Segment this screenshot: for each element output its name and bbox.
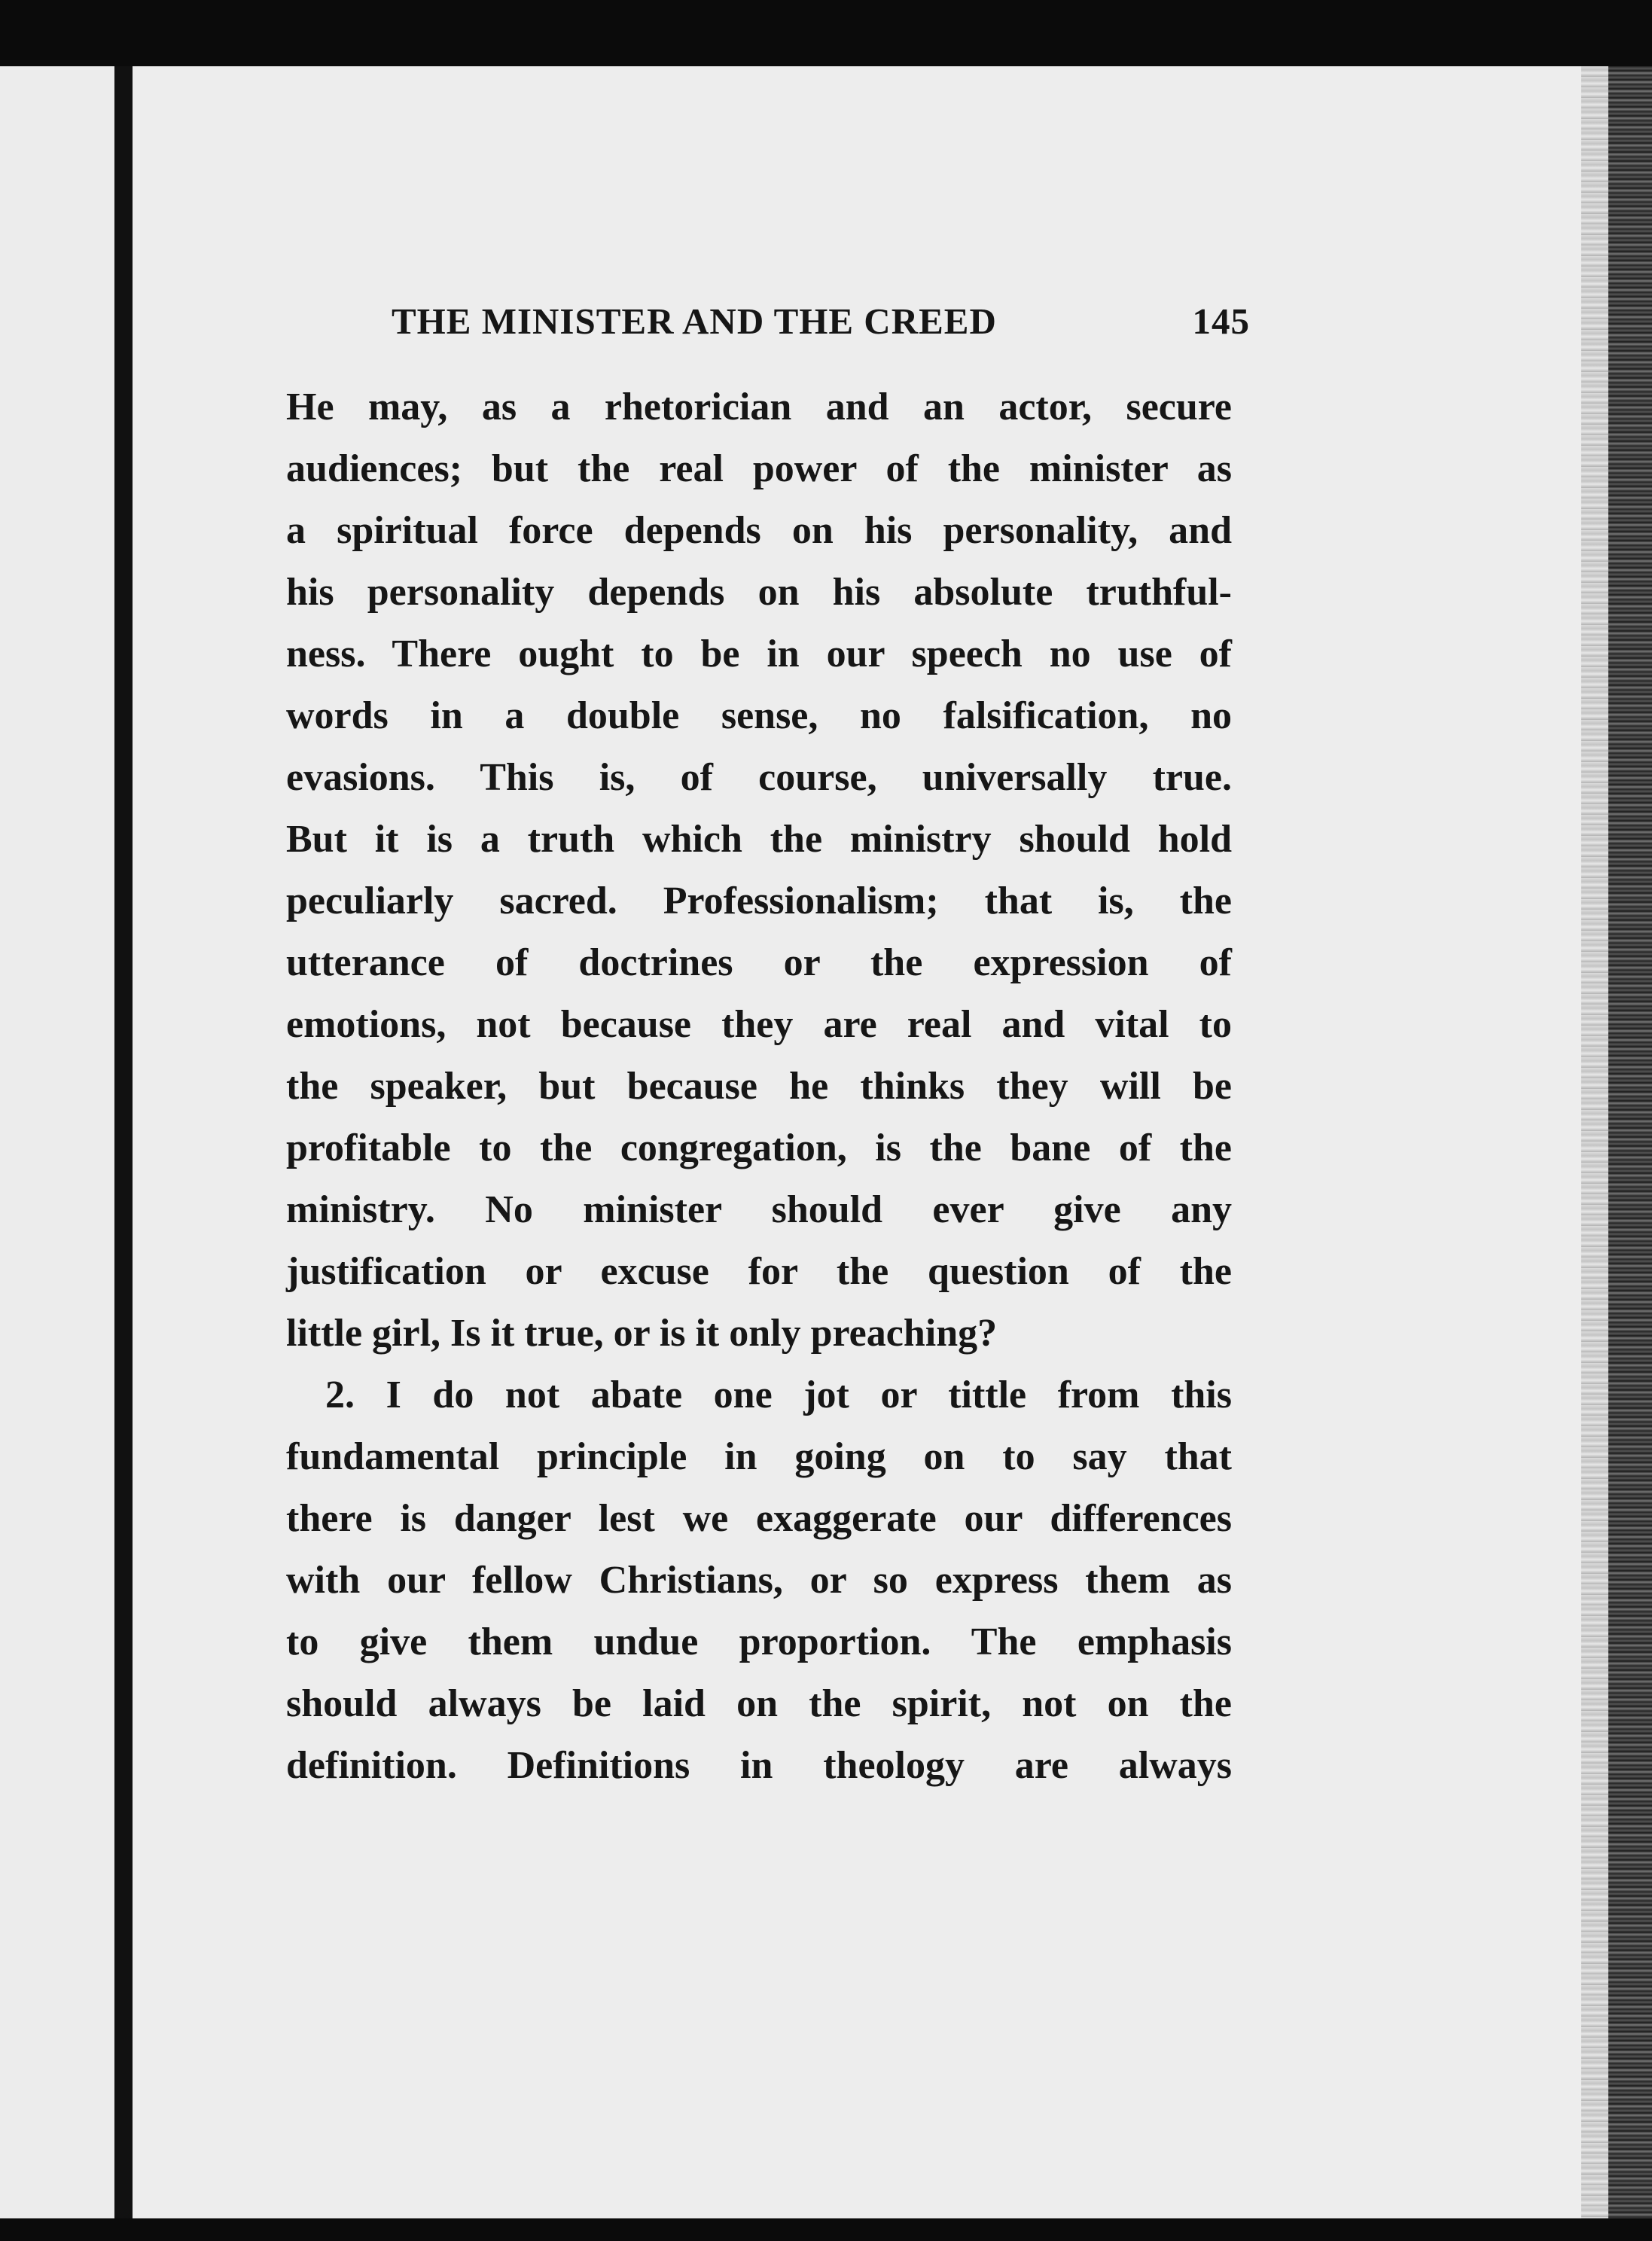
text-line: fundamental principle in going on to say that bbox=[286, 1435, 1232, 1478]
text-line: little girl, Is it true, or is it only preaching? bbox=[286, 1312, 998, 1355]
paragraph-start-line: 2. I do not abate one jot or tittle from this bbox=[325, 1374, 1232, 1416]
text-line: audiences; but the real power of the minister as bbox=[286, 447, 1232, 490]
scan-bottom-border bbox=[0, 2218, 1652, 2241]
page-edge-speckle bbox=[1581, 66, 1608, 2218]
text-line: the speaker, but because he thinks they will be bbox=[286, 1065, 1232, 1108]
text-line: should always be laid on the spirit, not on the bbox=[286, 1682, 1232, 1725]
text-line: there is danger lest we exaggerate our differences bbox=[286, 1497, 1232, 1540]
gutter-shadow bbox=[114, 66, 133, 2218]
text-line: But it is a truth which the ministry should hold bbox=[286, 818, 1232, 861]
text-line: his personality depends on his absolute truthful- bbox=[286, 571, 1232, 614]
facing-page-edge bbox=[0, 66, 114, 2218]
text-line: definition. Definitions in theology are always bbox=[286, 1744, 1232, 1787]
text-line: He may, as a rhetorician and an actor, secure bbox=[286, 386, 1232, 428]
text-line: utterance of doctrines or the expression of bbox=[286, 941, 1232, 984]
page-number: 145 bbox=[1192, 300, 1250, 342]
text-line: justification or excuse for the question of the bbox=[286, 1250, 1232, 1293]
text-line: words in a double sense, no falsification, no bbox=[286, 694, 1232, 737]
body-text bbox=[286, 377, 1232, 1797]
text-line: ministry. No minister should ever give any bbox=[286, 1188, 1232, 1231]
text-line: profitable to the congregation, is the bane of the bbox=[286, 1127, 1232, 1169]
text-line: to give them undue proportion. The emphasis bbox=[286, 1621, 1232, 1663]
scan-right-border bbox=[1608, 66, 1652, 2218]
text-line: peculiarly sacred. Professionalism; that is, the bbox=[286, 880, 1232, 922]
running-head-title: THE MINISTER AND THE CREED bbox=[392, 300, 997, 342]
text-line: evasions. This is, of course, universally true. bbox=[286, 756, 1232, 799]
text-line: emotions, not because they are real and vital to bbox=[286, 1003, 1232, 1046]
text-line: a spiritual force depends on his personality, and bbox=[286, 509, 1232, 552]
running-head bbox=[392, 300, 1250, 352]
text-line: ness. There ought to be in our speech no use of bbox=[286, 633, 1232, 675]
text-line: with our fellow Christians, or so express them as bbox=[286, 1559, 1232, 1602]
